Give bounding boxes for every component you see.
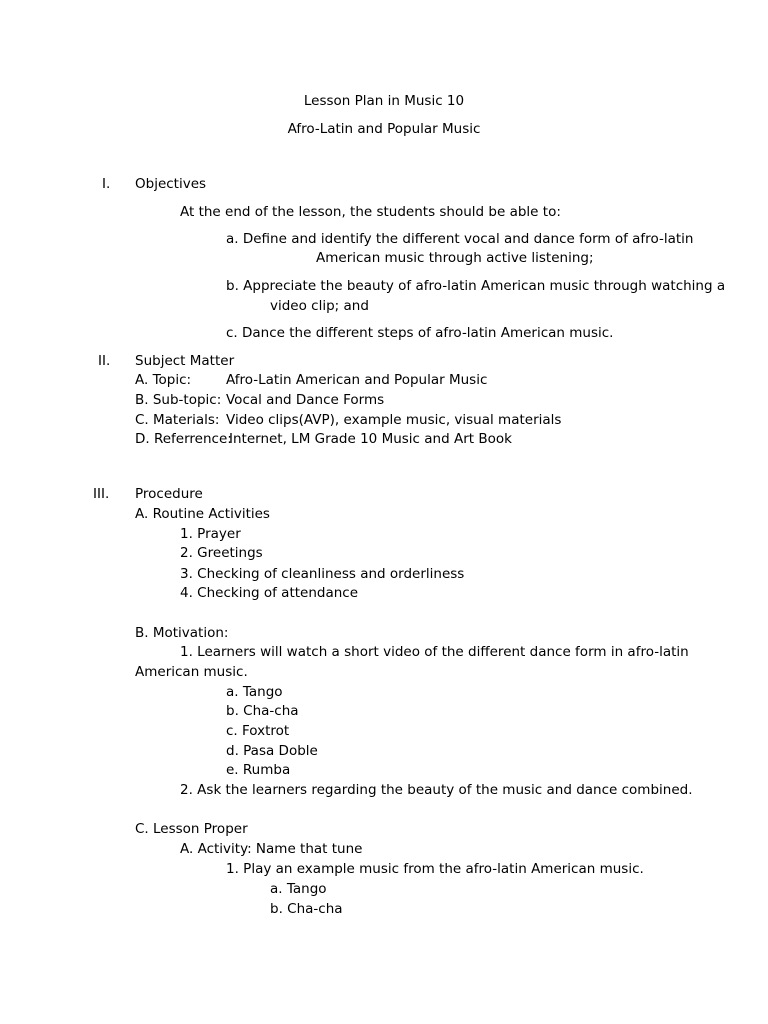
routine-item: 3. Checking of cleanliness and orderliness — [180, 566, 465, 582]
dance-item: b. Cha-cha — [226, 703, 299, 719]
section-heading-objectives: Objectives — [135, 176, 207, 192]
document-subtitle: Afro-Latin and Popular Music — [287, 121, 481, 137]
section-numeral-procedure: III. — [93, 486, 110, 502]
routine-item: 1. Prayer — [180, 526, 241, 542]
motivation-item1-line1: 1. Learners will watch a short video of the different dance form in afro-latin — [180, 644, 689, 660]
example-item: b. Cha-cha — [270, 901, 343, 917]
example-item: a. Tango — [270, 881, 327, 897]
motivation-heading: B. Motivation: — [135, 625, 229, 641]
objectives-intro: At the end of the lesson, the students should be able to: — [180, 204, 561, 220]
dance-item: c. Foxtrot — [226, 723, 290, 739]
subject-reference-label: D. Referrence: — [135, 431, 232, 447]
objective-a-line1: a. Define and identify the different vocal and dance form of afro-latin — [226, 231, 694, 247]
lesson-activity: A. Activity: Name that tune — [180, 841, 363, 857]
objective-c: c. Dance the different steps of afro-latin American music. — [226, 325, 614, 341]
document-title: Lesson Plan in Music 10 — [303, 93, 465, 109]
objective-a-line2: American music through active listening; — [316, 250, 594, 266]
dance-item: a. Tango — [226, 684, 283, 700]
objective-b-line2: video clip; and — [270, 298, 369, 314]
subject-subtopic-value: Vocal and Dance Forms — [226, 392, 385, 408]
routine-item: 4. Checking of attendance — [180, 585, 359, 601]
dance-item: e. Rumba — [226, 762, 291, 778]
lesson-proper-heading: C. Lesson Proper — [135, 821, 248, 837]
subject-subtopic-label: B. Sub-topic: — [135, 392, 222, 408]
section-heading-subject-matter: Subject Matter — [135, 353, 235, 369]
section-heading-procedure: Procedure — [135, 486, 203, 502]
motivation-item1-line2: American music. — [135, 664, 248, 680]
subject-topic-value: Afro-Latin American and Popular Music — [226, 372, 488, 388]
subject-topic-label: A. Topic: — [135, 372, 192, 388]
subject-materials-value: Video clips(AVP), example music, visual materials — [226, 412, 562, 428]
routine-heading: A. Routine Activities — [135, 506, 270, 522]
dance-item: d. Pasa Doble — [226, 743, 318, 759]
subject-reference-value: Internet, LM Grade 10 Music and Art Book — [229, 431, 512, 447]
lesson-step1: 1. Play an example music from the afro-latin American music. — [226, 861, 644, 877]
section-numeral-subject-matter: II. — [98, 353, 111, 369]
objective-b-line1: b. Appreciate the beauty of afro-latin American music through watching a — [226, 278, 726, 294]
motivation-item2: 2. Ask the learners regarding the beauty of the music and dance combined. — [180, 782, 693, 798]
routine-item: 2. Greetings — [180, 545, 263, 561]
section-numeral-objectives: I. — [102, 176, 111, 192]
subject-materials-label: C. Materials: — [135, 412, 220, 428]
